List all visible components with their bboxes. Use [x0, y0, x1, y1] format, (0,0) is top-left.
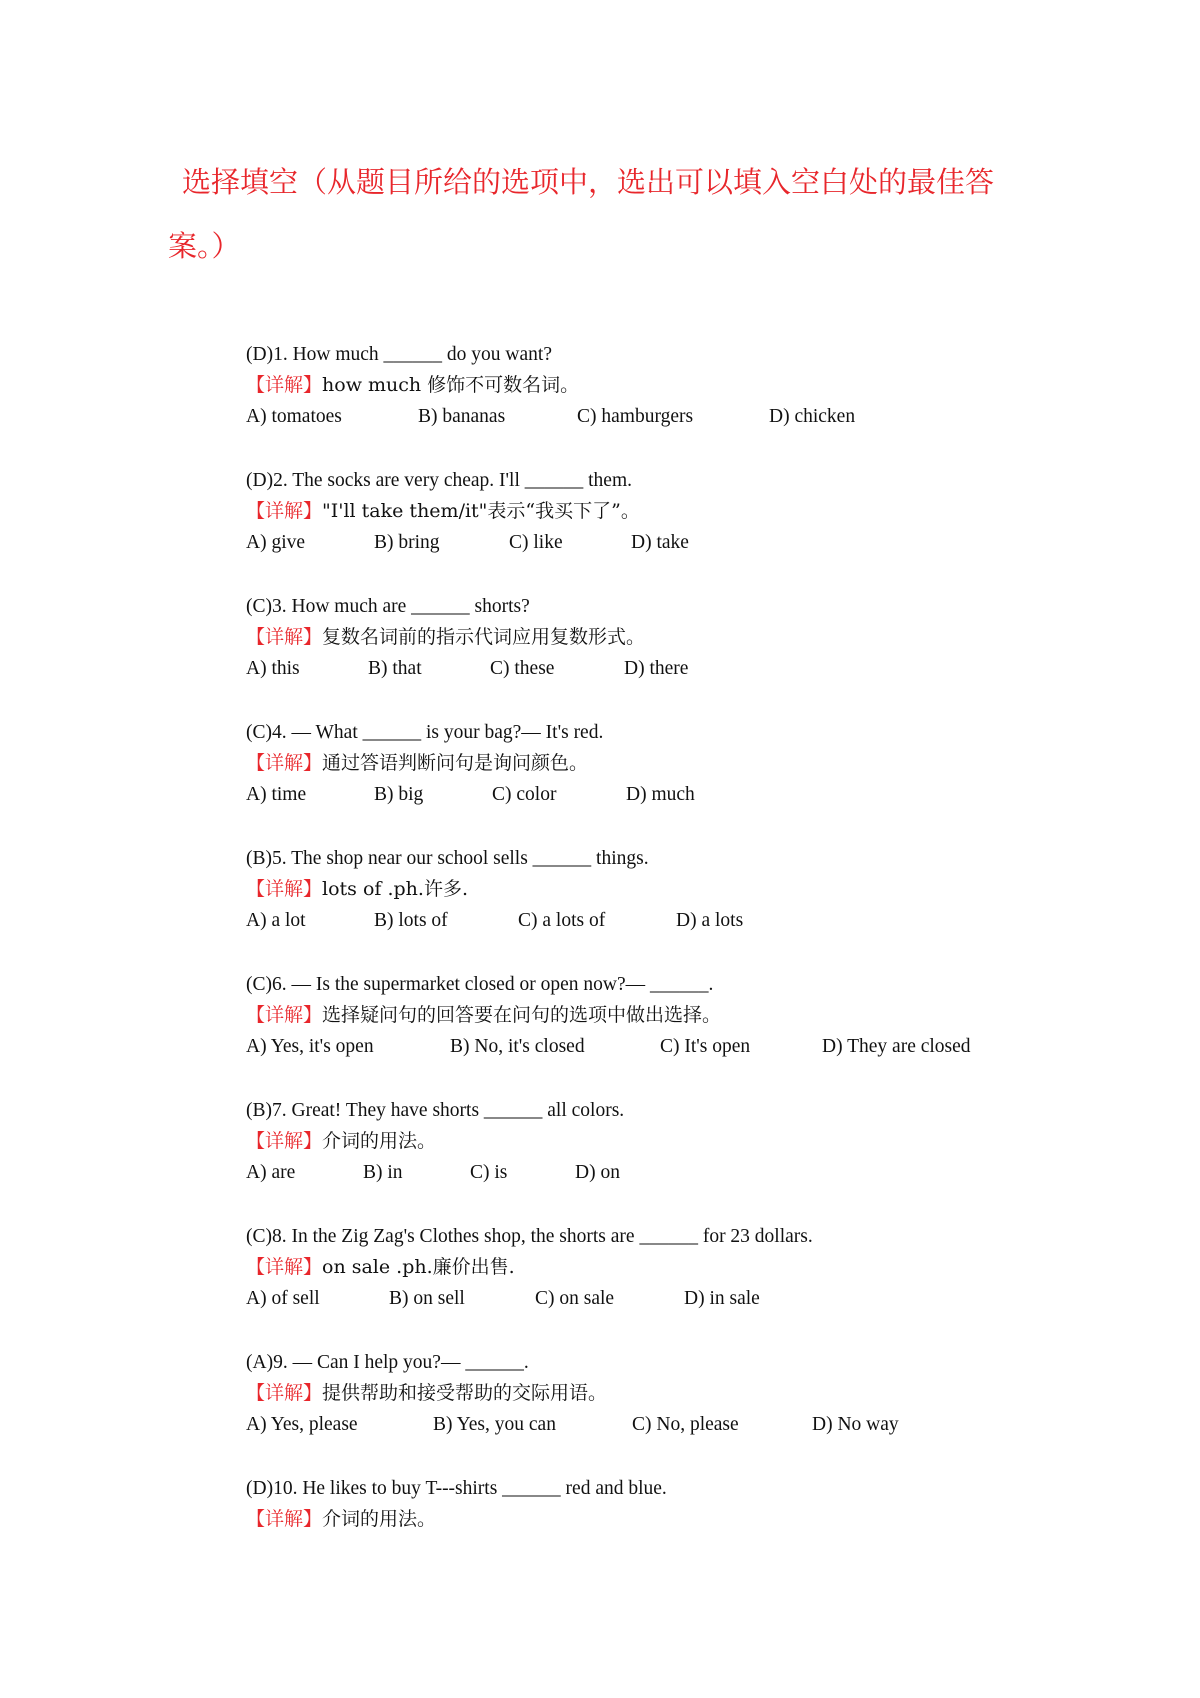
question-stem: (D)2. The socks are very cheap. I'll ______ them. — [246, 470, 632, 491]
question-detail — [246, 496, 1106, 528]
question-detail — [246, 1126, 1106, 1158]
detail-tag: 【详解】 — [246, 1004, 323, 1026]
option-a: A) tomatoes — [246, 406, 342, 427]
question-stem: (B)5. The shop near our school sells ______ things. — [246, 848, 649, 869]
option-c: C) on sale — [535, 1288, 615, 1309]
option-a: A) time — [246, 784, 307, 805]
page-title: 选择填空（从题目所给的选项中，选出可以填入空白处的最佳答案。） — [168, 165, 995, 263]
option-d: D) a lots — [676, 910, 744, 931]
question-5 — [246, 844, 1106, 970]
option-b: B) on sell — [389, 1288, 465, 1309]
question-detail — [246, 370, 1106, 402]
option-a: A) Yes, please — [246, 1414, 358, 1435]
question-stem: (B)7. Great! They have shorts ______ all colors. — [246, 1100, 625, 1121]
option-c: C) No, please — [632, 1414, 739, 1435]
detail-text: how much 修饰不可数名词。 — [322, 374, 580, 396]
option-d: D) They are closed — [822, 1036, 971, 1057]
question-stem: (D)1. How much ______ do you want? — [246, 344, 552, 365]
detail-tag: 【详解】 — [246, 1256, 323, 1278]
option-d: D) there — [624, 658, 689, 679]
question-3 — [246, 592, 1106, 718]
option-d: D) take — [631, 532, 689, 553]
option-b: B) in — [363, 1162, 403, 1183]
option-b: B) bananas — [418, 406, 506, 427]
detail-tag: 【详解】 — [246, 752, 323, 774]
question-options — [246, 1410, 1106, 1440]
option-d: D) on — [575, 1162, 620, 1183]
option-c: C) It's open — [660, 1036, 751, 1057]
detail-tag: 【详解】 — [246, 626, 323, 648]
detail-text: lots of .ph.许多. — [322, 878, 468, 900]
question-options — [246, 1284, 1106, 1314]
question-4 — [246, 718, 1106, 844]
detail-text: 通过答语判断问句是询问颜色。 — [322, 752, 589, 774]
option-d: D) No way — [812, 1414, 899, 1435]
question-1 — [246, 340, 1106, 466]
question-options — [246, 1158, 1106, 1188]
question-detail — [246, 622, 1106, 654]
option-a: A) give — [246, 532, 306, 553]
detail-text: 选择疑问句的回答要在问句的选项中做出选择。 — [322, 1004, 722, 1026]
detail-tag: 【详解】 — [246, 878, 323, 900]
question-detail — [246, 1378, 1106, 1410]
detail-text: 提供帮助和接受帮助的交际用语。 — [322, 1382, 608, 1404]
question-options — [246, 906, 1106, 936]
detail-tag: 【详解】 — [246, 1382, 323, 1404]
question-10 — [246, 1474, 1106, 1600]
option-c: C) like — [509, 532, 563, 553]
detail-text: 介词的用法。 — [322, 1130, 437, 1152]
option-a: A) this — [246, 658, 300, 679]
option-d: D) much — [626, 784, 695, 805]
option-c: C) is — [470, 1162, 508, 1183]
option-b: B) that — [368, 658, 422, 679]
option-d: D) chicken — [769, 406, 856, 427]
option-a: A) of sell — [246, 1288, 320, 1309]
question-options — [246, 780, 1106, 810]
option-b: B) big — [374, 784, 424, 805]
question-stem: (C)6. — Is the supermarket closed or open now?— ______. — [246, 974, 714, 995]
question-detail — [246, 1252, 1106, 1284]
option-b: B) bring — [374, 532, 440, 553]
detail-tag: 【详解】 — [246, 1130, 323, 1152]
question-detail — [246, 874, 1106, 906]
question-stem: (D)10. He likes to buy T---shirts ______ red and blue. — [246, 1478, 667, 1499]
option-d: D) in sale — [684, 1288, 760, 1309]
question-stem: (C)8. In the Zig Zag's Clothes shop, the shorts are ______ for 23 dollars. — [246, 1226, 813, 1247]
question-detail — [246, 1504, 1106, 1536]
option-c: C) a lots of — [518, 910, 606, 931]
detail-tag: 【详解】 — [246, 500, 323, 522]
question-9 — [246, 1348, 1106, 1474]
question-list — [246, 340, 1106, 1600]
option-b: B) No, it's closed — [450, 1036, 585, 1057]
question-8 — [246, 1222, 1106, 1348]
detail-text: 介词的用法。 — [322, 1508, 437, 1530]
question-options — [246, 1032, 1106, 1062]
question-stem: (C)4. — What ______ is your bag?— It's red. — [246, 722, 604, 743]
question-6 — [246, 970, 1106, 1096]
option-a: A) a lot — [246, 910, 306, 931]
option-c: C) these — [490, 658, 555, 679]
detail-tag: 【详解】 — [246, 374, 323, 396]
question-detail — [246, 748, 1106, 780]
detail-text: "I'll take them/it"表示“我买下了”。 — [322, 500, 640, 522]
option-a: A) Yes, it's open — [246, 1036, 374, 1057]
detail-tag: 【详解】 — [246, 1508, 323, 1530]
question-options — [246, 402, 1106, 432]
question-stem: (A)9. — Can I help you?— ______. — [246, 1352, 529, 1373]
option-b: B) Yes, you can — [433, 1414, 556, 1435]
option-a: A) are — [246, 1162, 296, 1183]
question-2 — [246, 466, 1106, 592]
question-7 — [246, 1096, 1106, 1222]
option-c: C) color — [492, 784, 557, 805]
question-options — [246, 528, 1106, 558]
question-stem: (C)3. How much are ______ shorts? — [246, 596, 530, 617]
option-b: B) lots of — [374, 910, 448, 931]
question-options — [246, 654, 1106, 684]
option-c: C) hamburgers — [577, 406, 694, 427]
question-detail — [246, 1000, 1106, 1032]
detail-text: 复数名词前的指示代词应用复数形式。 — [322, 626, 646, 648]
detail-text: on sale .ph.廉价出售. — [322, 1256, 515, 1278]
